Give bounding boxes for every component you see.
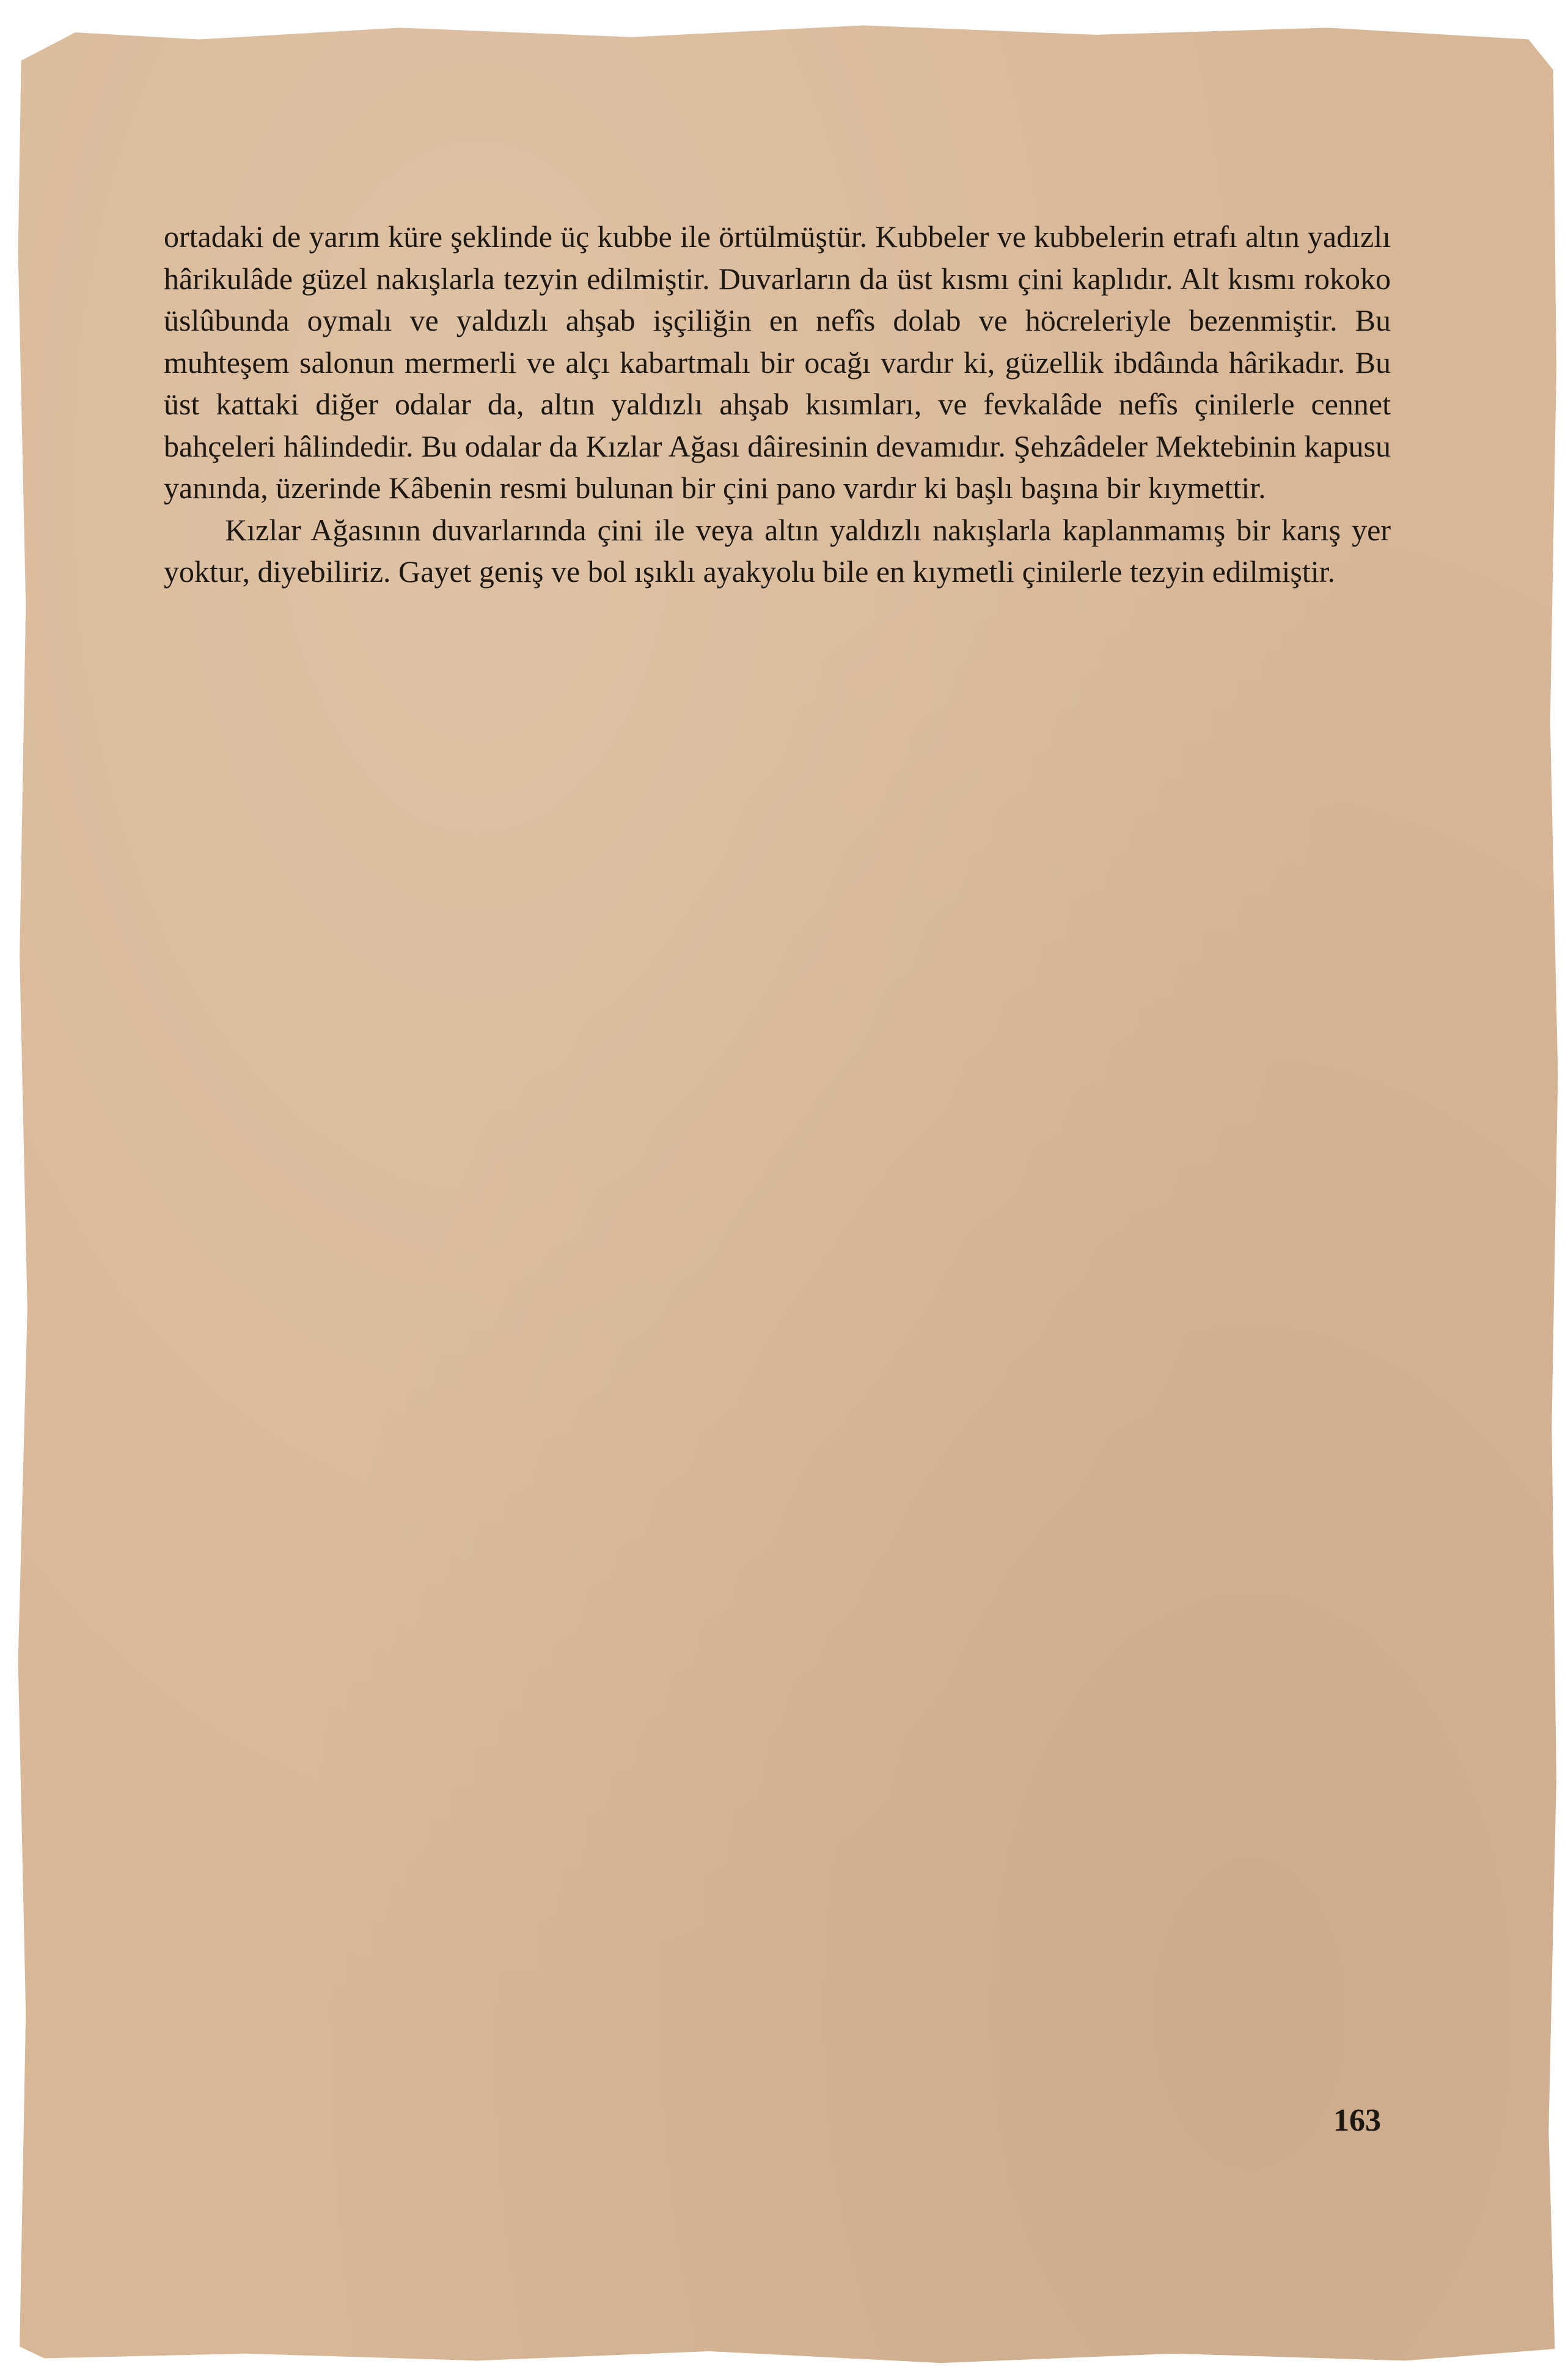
page-number: 163 bbox=[1333, 2103, 1381, 2138]
body-text bbox=[164, 216, 1391, 593]
paragraph-2: Kızlar Ağasının duvarlarında çini ile veya altın yaldızlı nakışlarla kaplanmamış bir karış yer yoktur, diyebiliriz. Gayet geniş ve bol ışıklı ayakyolu bile en kıymetli çinilerle tezyin edilmiştir. bbox=[164, 512, 1391, 589]
paragraph-1: ortadaki de yarım küre şeklinde üç kubbe ile örtülmüştür. Kubbeler ve kubbelerin etrafı altın yadızlı hârikulâde güzel nakışlarla tezyin edilmiştir. Duvarların da üst kısmı çini kaplıdır. Alt kısmı rokoko üslûbunda oymalı ve yaldızlı ahşab işçiliğin en nefîs dolab ve höcreleriyle bezenmiştir. Bu muhteşem salonun mermerli ve alçı kabartmalı bir ocağı vardır ki, güzellik ibdâında hârikadır. Bu üst kattaki diğer odalar da, altın yaldızlı ahşab kısımları, ve fevkalâde nefîs çinilerle cennet bahçeleri hâlindedir. Bu odalar da Kızlar Ağası dâiresinin devamıdır. Şehzâdeler Mektebinin kapusu yanında, üzerinde Kâbenin resmi bulunan bir çini pano vardır ki başlı başına bir kıymettir. bbox=[164, 219, 1391, 505]
